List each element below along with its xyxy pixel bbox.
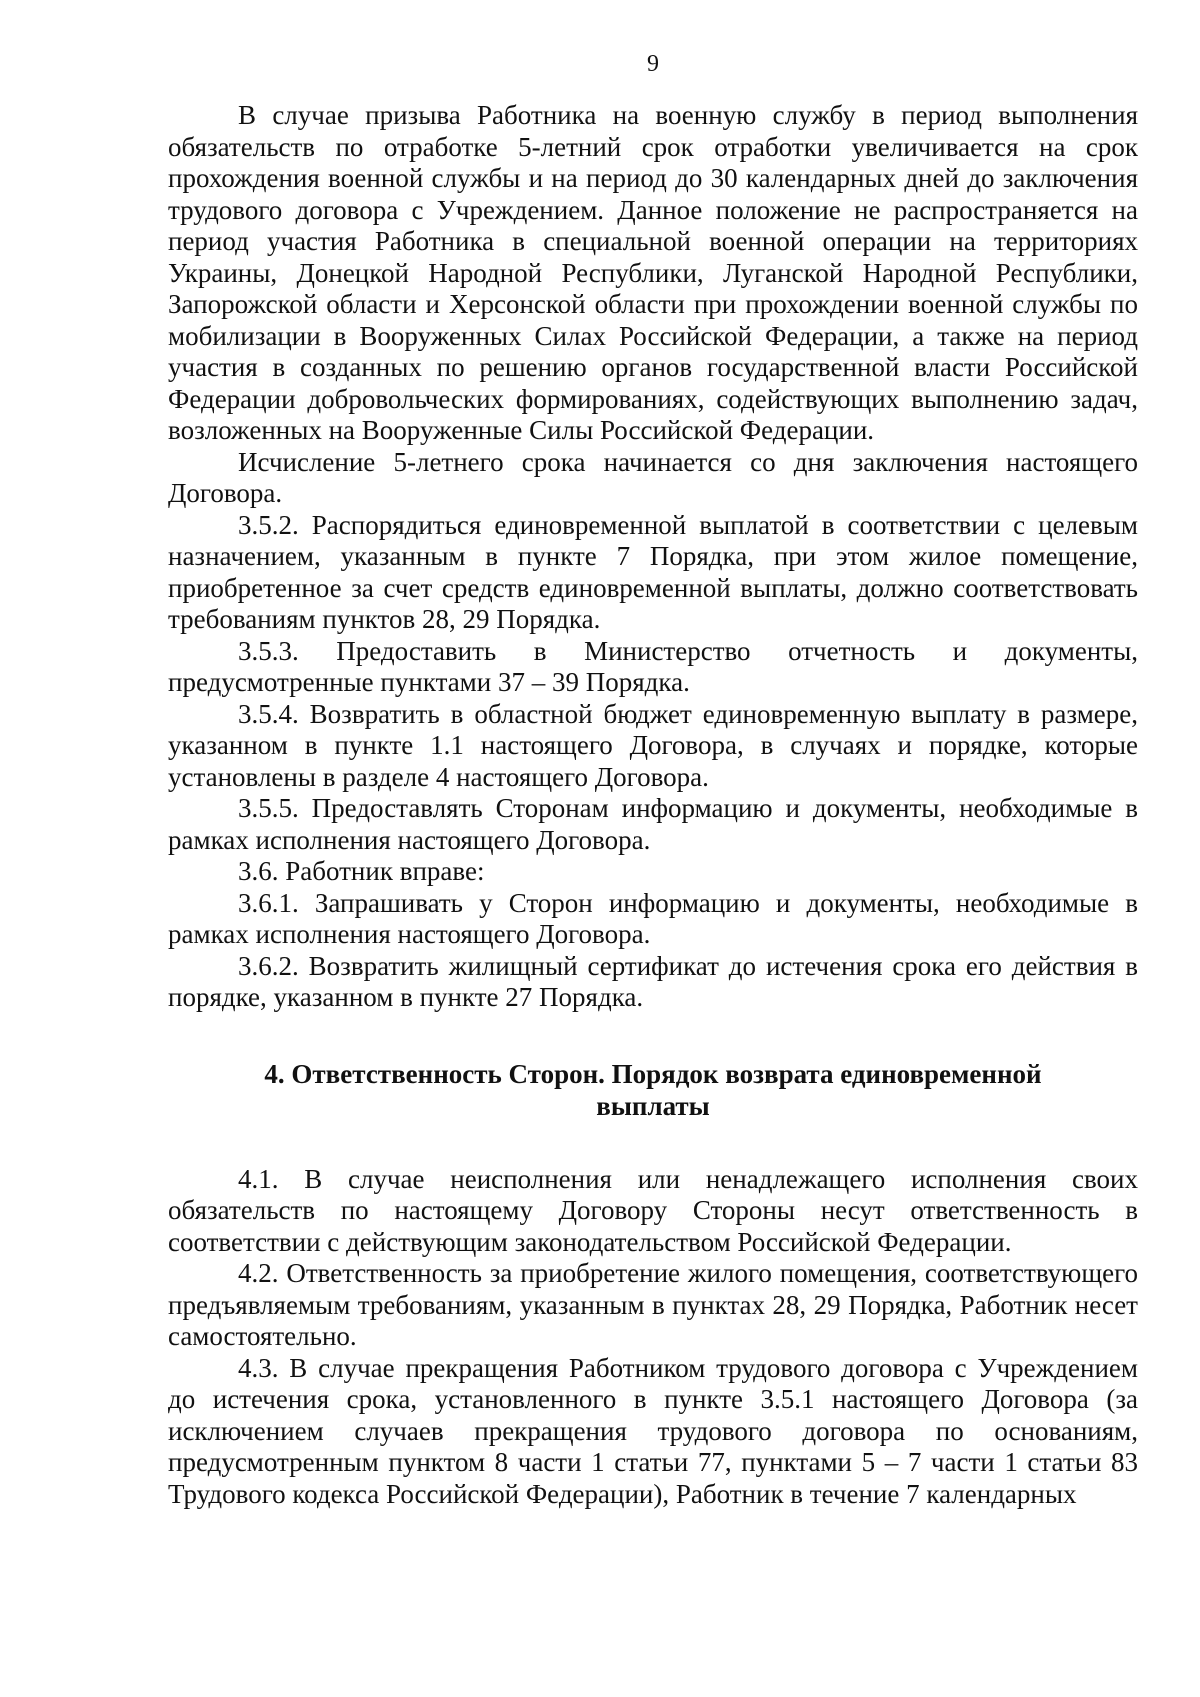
page-number: 9 <box>647 51 659 77</box>
paragraph-4-1: 4.1. В случае неисполнения или ненадлежащего исполнения своих обязательств по настоящему Договору Стороны несут ответственность в соответствии с действующим законодательством Российской Федерации. <box>168 1163 1138 1257</box>
paragraph-4-2: 4.2. Ответственность за приобретение жилого помещения, соответствующего предъявляемым требованиям, указанным в пунктах 28, 29 Порядка, Работник несет самостоятельно. <box>168 1258 1138 1351</box>
paragraph-3-5-5: 3.5.5. Предоставлять Сторонам информацию и документы, необходимые в рамках исполнения настоящего Договора. <box>168 793 1138 855</box>
paragraph-3-6: 3.6. Работник вправе: <box>238 856 485 886</box>
paragraph-military-service: В случае призыва Работника на военную службу в период выполнения обязательств по отработке 5-летний срок отработки увеличивается на срок прохождения военной службы и на период до 30 календарных дней до заключения трудового договора с Учреждением. Данное положение не распространяется на период участия Работника в специальной военной операции на территориях Украины, Донецкой Народной Республики, Луганской Народной Республики, Запорожской области и Херсонской области при прохождении военной службы по мобилизации в Вооруженных Силах Российской Федерации, а также на период участия в созданных по решению органов государственной власти Российской Федерации добровольческих формированиях, содействующих выполнению задач, возложенных на Вооруженные Силы Российской Федерации. <box>168 100 1138 445</box>
paragraph-3-6-1: 3.6.1. Запрашивать у Сторон информацию и документы, необходимые в рамках исполнения настоящего Договора. <box>168 887 1138 949</box>
paragraph-3-5-3: 3.5.3. Предоставить в Министерство отчетность и документы, предусмотренные пунктами 37 – 39 Порядка. <box>168 635 1138 697</box>
paragraph-3-6-2: 3.6.2. Возвратить жилищный сертификат до истечения срока его действия в порядке, указанном в пункте 27 Порядка. <box>168 950 1138 1012</box>
paragraph-5-year-term: Исчисление 5-летнего срока начинается со дня заключения настоящего Договора. <box>168 446 1138 508</box>
section-title-4: 4. Ответственность Сторон. Порядок возврата единовременной выплаты <box>264 1058 1042 1121</box>
paragraph-4-3: 4.3. В случае прекращения Работником трудового договора с Учреждением до истечения срока, установленного в пункте 3.5.1 настоящего Договора (за исключением случаев прекращения трудового договора по основаниям, предусмотренным пунктом 8 части 1 статьи 77, пунктами 5 – 7 части 1 статьи 83 Трудового кодекса Российской Федерации), Работник в течение 7 календарных <box>168 1352 1138 1509</box>
paragraph-3-5-4: 3.5.4. Возвратить в областной бюджет единовременную выплату в размере, указанном в пункте 1.1 настоящего Договора, в случаях и порядке, которые установлены в разделе 4 настоящего Договора. <box>168 698 1138 792</box>
document-page <box>168 50 1138 1510</box>
paragraph-3-5-2: 3.5.2. Распорядиться единовременной выплатой в соответствии с целевым назначением, указанным в пункте 7 Порядка, при этом жилое помещение, приобретенное за счет средств единовременной выплаты, должно соответствовать требованиям пунктов 28, 29 Порядка. <box>168 509 1138 634</box>
